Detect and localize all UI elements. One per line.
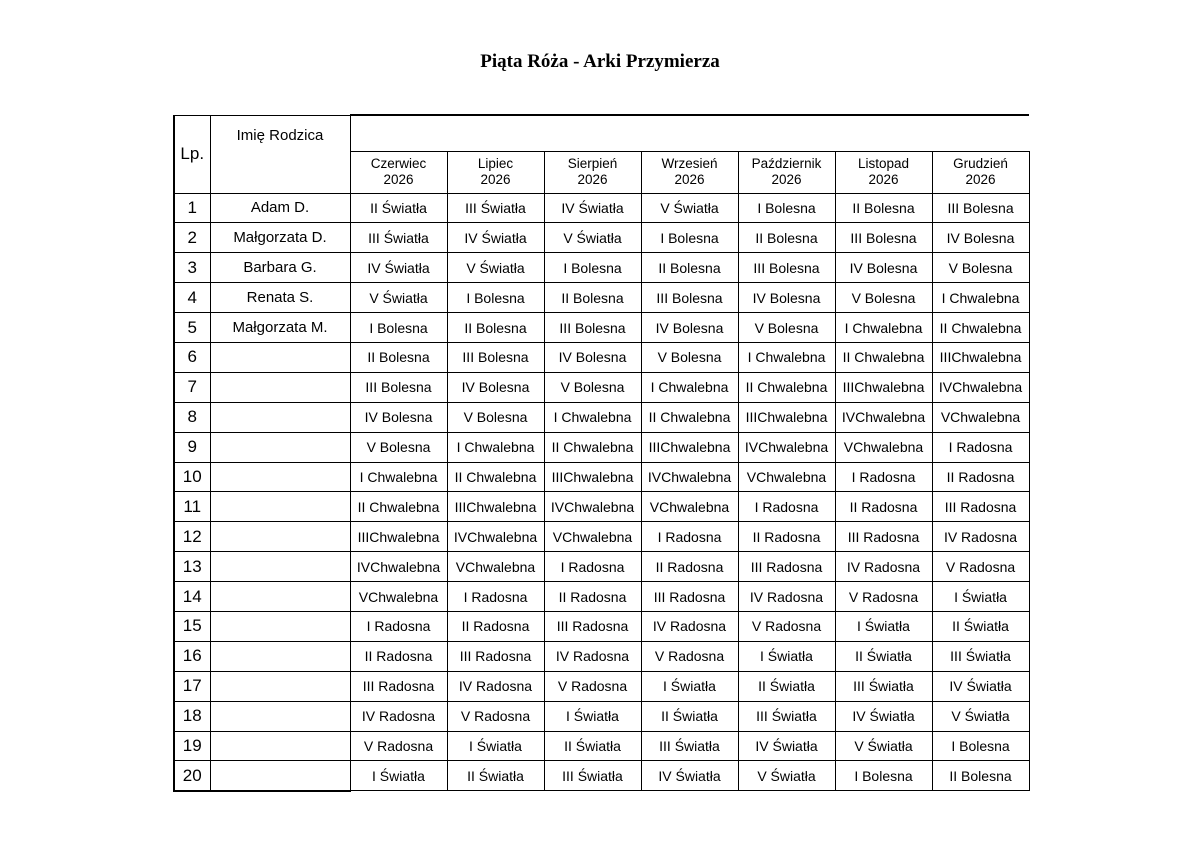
mystery-cell: V Radosna [350, 731, 447, 761]
mystery-cell: IV Bolesna [447, 372, 544, 402]
mystery-cell: I Radosna [738, 492, 835, 522]
table-row [174, 253, 1029, 283]
mystery-cell: II Radosna [738, 522, 835, 552]
mystery-cell: V Światła [835, 731, 932, 761]
mystery-cell: I Światła [544, 701, 641, 731]
parent-name-cell: Adam D. [210, 193, 350, 223]
mystery-cell: IV Radosna [738, 582, 835, 612]
mystery-cell: IV Światła [738, 731, 835, 761]
mystery-cell: IV Światła [835, 701, 932, 731]
mystery-cell: IV Bolesna [738, 283, 835, 313]
parent-name-cell [210, 731, 350, 761]
mystery-cell: II Bolesna [350, 342, 447, 372]
mystery-cell: I Światła [350, 761, 447, 791]
mystery-cell: II Chwalebna [738, 372, 835, 402]
mystery-cell: IVChwalebna [738, 432, 835, 462]
mystery-cell: V Radosna [447, 701, 544, 731]
lp-cell: 12 [174, 522, 210, 552]
mystery-cell: I Chwalebna [447, 432, 544, 462]
mystery-cell: III Światła [544, 761, 641, 791]
mystery-cell: II Chwalebna [447, 462, 544, 492]
month-name: Lipiec [477, 156, 514, 171]
mystery-cell: III Radosna [738, 552, 835, 582]
mystery-cell: V Radosna [932, 552, 1029, 582]
lp-cell: 18 [174, 701, 210, 731]
parent-name-cell [210, 402, 350, 432]
mystery-cell: IV Bolesna [641, 313, 738, 343]
table-row [174, 582, 1029, 612]
mystery-cell: IV Radosna [544, 641, 641, 671]
mystery-cell: III Radosna [350, 671, 447, 701]
table-row [174, 731, 1029, 761]
lp-cell: 11 [174, 492, 210, 522]
mystery-cell: V Światła [544, 223, 641, 253]
mystery-cell: I Bolesna [350, 313, 447, 343]
month-year: 2026 [577, 172, 608, 187]
mystery-cell: IV Bolesna [835, 253, 932, 283]
mystery-cell: II Chwalebna [544, 432, 641, 462]
mystery-cell: IIIChwalebna [738, 402, 835, 432]
mystery-cell: I Radosna [544, 552, 641, 582]
table-row [174, 402, 1029, 432]
lp-cell: 3 [174, 253, 210, 283]
mystery-cell: II Światła [738, 671, 835, 701]
mystery-cell: IVChwalebna [641, 462, 738, 492]
mystery-cell: IIIChwalebna [641, 432, 738, 462]
month-name: Sierpień [567, 156, 618, 171]
lp-cell: 16 [174, 641, 210, 671]
mystery-cell: VChwalebna [738, 462, 835, 492]
mystery-cell: IV Radosna [641, 611, 738, 641]
mystery-cell: II Radosna [544, 582, 641, 612]
mystery-cell: V Światła [350, 283, 447, 313]
table-row [174, 671, 1029, 701]
mystery-cell: IVChwalebna [932, 372, 1029, 402]
month-name: Czerwiec [370, 156, 427, 171]
parent-name-cell: Małgorzata D. [210, 223, 350, 253]
lp-cell: 20 [174, 761, 210, 791]
mystery-cell: VChwalebna [350, 582, 447, 612]
mystery-cell: V Bolesna [738, 313, 835, 343]
month-year: 2026 [674, 172, 705, 187]
mystery-cell: III Radosna [835, 522, 932, 552]
mystery-cell: II Chwalebna [641, 402, 738, 432]
parent-name-cell [210, 462, 350, 492]
parent-name-cell [210, 611, 350, 641]
mystery-cell: VChwalebna [835, 432, 932, 462]
schedule-table [173, 114, 1030, 792]
month-year: 2026 [965, 172, 996, 187]
lp-cell: 8 [174, 402, 210, 432]
mystery-cell: II Radosna [350, 641, 447, 671]
lp-cell: 7 [174, 372, 210, 402]
mystery-cell: II Światła [932, 611, 1029, 641]
mystery-cell: I Radosna [641, 522, 738, 552]
mystery-cell: IIIChwalebna [350, 522, 447, 552]
table-row [174, 313, 1029, 343]
mystery-cell: IV Bolesna [932, 223, 1029, 253]
mystery-cell: I Bolesna [544, 253, 641, 283]
month-header [738, 151, 835, 193]
lp-cell: 17 [174, 671, 210, 701]
mystery-cell: VChwalebna [447, 552, 544, 582]
lp-cell: 14 [174, 582, 210, 612]
mystery-cell: I Chwalebna [544, 402, 641, 432]
table-row [174, 223, 1029, 253]
mystery-cell: II Bolesna [544, 283, 641, 313]
name-header: Imię Rodzica [210, 115, 350, 193]
mystery-cell: I Światła [932, 582, 1029, 612]
mystery-cell: I Chwalebna [641, 372, 738, 402]
mystery-cell: III Bolesna [447, 342, 544, 372]
mystery-cell: III Światła [350, 223, 447, 253]
mystery-cell: II Chwalebna [932, 313, 1029, 343]
mystery-cell: IIIChwalebna [835, 372, 932, 402]
mystery-cell: II Chwalebna [835, 342, 932, 372]
parent-name-cell [210, 641, 350, 671]
mystery-cell: IV Radosna [932, 522, 1029, 552]
parent-name-cell [210, 671, 350, 701]
lp-cell: 9 [174, 432, 210, 462]
mystery-cell: VChwalebna [932, 402, 1029, 432]
mystery-cell: IV Światła [350, 253, 447, 283]
month-year: 2026 [868, 172, 899, 187]
mystery-cell: I Światła [835, 611, 932, 641]
table-row [174, 492, 1029, 522]
month-header [835, 151, 932, 193]
mystery-cell: IV Radosna [835, 552, 932, 582]
mystery-cell: II Światła [447, 761, 544, 791]
month-header [544, 151, 641, 193]
parent-name-cell [210, 761, 350, 791]
mystery-cell: I Bolesna [447, 283, 544, 313]
table-body [174, 193, 1029, 791]
lp-cell: 2 [174, 223, 210, 253]
parent-name-cell: Barbara G. [210, 253, 350, 283]
month-year: 2026 [480, 172, 511, 187]
mystery-cell: V Bolesna [835, 283, 932, 313]
mystery-cell: V Bolesna [544, 372, 641, 402]
mystery-cell: III Światła [738, 701, 835, 731]
mystery-cell: II Bolesna [738, 223, 835, 253]
table-row [174, 522, 1029, 552]
mystery-cell: IVChwalebna [447, 522, 544, 552]
parent-name-cell [210, 701, 350, 731]
parent-name-cell [210, 522, 350, 552]
lp-cell: 13 [174, 552, 210, 582]
mystery-cell: V Światła [641, 193, 738, 223]
mystery-cell: IV Światła [447, 223, 544, 253]
mystery-cell: III Bolesna [641, 283, 738, 313]
month-header [641, 151, 738, 193]
mystery-cell: I Chwalebna [835, 313, 932, 343]
mystery-cell: IV Światła [641, 761, 738, 791]
mystery-cell: III Bolesna [932, 193, 1029, 223]
lp-cell: 6 [174, 342, 210, 372]
mystery-cell: IV Bolesna [350, 402, 447, 432]
mystery-cell: II Bolesna [447, 313, 544, 343]
mystery-cell: III Światła [932, 641, 1029, 671]
month-name: Wrzesień [661, 156, 718, 171]
mystery-cell: I Radosna [447, 582, 544, 612]
month-header [447, 151, 544, 193]
mystery-cell: IV Radosna [447, 671, 544, 701]
mystery-cell: I Bolesna [932, 731, 1029, 761]
mystery-cell: IV Światła [932, 671, 1029, 701]
mystery-cell: I Bolesna [738, 193, 835, 223]
mystery-cell: III Światła [447, 193, 544, 223]
mystery-cell: IV Bolesna [544, 342, 641, 372]
table-row [174, 761, 1029, 791]
mystery-cell: III Światła [835, 671, 932, 701]
month-name: Grudzień [953, 156, 1008, 171]
mystery-cell: V Radosna [544, 671, 641, 701]
mystery-cell: II Bolesna [641, 253, 738, 283]
mystery-cell: III Bolesna [835, 223, 932, 253]
table-row [174, 342, 1029, 372]
mystery-cell: V Światła [932, 701, 1029, 731]
mystery-cell: II Chwalebna [350, 492, 447, 522]
month-name: Listopad [857, 156, 910, 171]
table-row [174, 283, 1029, 313]
mystery-cell: I Bolesna [835, 761, 932, 791]
lp-cell: 1 [174, 193, 210, 223]
mystery-cell: I Radosna [350, 611, 447, 641]
mystery-cell: II Radosna [447, 611, 544, 641]
parent-name-cell [210, 492, 350, 522]
parent-name-cell: Małgorzata M. [210, 313, 350, 343]
mystery-cell: V Bolesna [932, 253, 1029, 283]
mystery-cell: V Radosna [738, 611, 835, 641]
mystery-cell: II Radosna [641, 552, 738, 582]
mystery-cell: II Bolesna [932, 761, 1029, 791]
lp-cell: 5 [174, 313, 210, 343]
parent-name-cell [210, 372, 350, 402]
mystery-cell: I Chwalebna [350, 462, 447, 492]
table-row [174, 432, 1029, 462]
mystery-cell: III Bolesna [350, 372, 447, 402]
mystery-cell: V Światła [738, 761, 835, 791]
table-row [174, 641, 1029, 671]
mystery-cell: V Bolesna [350, 432, 447, 462]
mystery-cell: I Bolesna [641, 223, 738, 253]
mystery-cell: II Światła [835, 641, 932, 671]
month-year: 2026 [771, 172, 802, 187]
mystery-cell: IVChwalebna [350, 552, 447, 582]
mystery-cell: III Radosna [932, 492, 1029, 522]
page-title: Piąta Róża - Arki Przymierza [480, 51, 720, 72]
lp-header: Lp. [174, 115, 210, 193]
mystery-cell: IIIChwalebna [544, 462, 641, 492]
table-row [174, 552, 1029, 582]
mystery-cell: III Radosna [641, 582, 738, 612]
month-header [350, 151, 447, 193]
month-group-header [350, 115, 1029, 151]
mystery-cell: V Radosna [835, 582, 932, 612]
parent-name-cell: Renata S. [210, 283, 350, 313]
mystery-cell: II Światła [641, 701, 738, 731]
parent-name-cell [210, 432, 350, 462]
lp-cell: 15 [174, 611, 210, 641]
month-header [932, 151, 1029, 193]
mystery-cell: I Radosna [932, 432, 1029, 462]
mystery-cell: III Światła [641, 731, 738, 761]
table-row [174, 193, 1029, 223]
month-name: Październik [751, 156, 822, 171]
mystery-cell: II Radosna [932, 462, 1029, 492]
lp-cell: 10 [174, 462, 210, 492]
mystery-cell: V Bolesna [641, 342, 738, 372]
mystery-cell: IIIChwalebna [932, 342, 1029, 372]
mystery-cell: II Radosna [835, 492, 932, 522]
table-row [174, 701, 1029, 731]
mystery-cell: I Światła [641, 671, 738, 701]
parent-name-cell [210, 582, 350, 612]
mystery-cell: V Światła [447, 253, 544, 283]
header-row-top [174, 115, 1029, 151]
parent-name-cell [210, 552, 350, 582]
mystery-cell: IVChwalebna [544, 492, 641, 522]
table-row [174, 462, 1029, 492]
mystery-cell: IV Światła [544, 193, 641, 223]
mystery-cell: V Bolesna [447, 402, 544, 432]
mystery-cell: V Radosna [641, 641, 738, 671]
mystery-cell: VChwalebna [544, 522, 641, 552]
table-row [174, 611, 1029, 641]
mystery-cell: I Światła [738, 641, 835, 671]
mystery-cell: III Radosna [447, 641, 544, 671]
mystery-cell: I Chwalebna [932, 283, 1029, 313]
mystery-cell: I Radosna [835, 462, 932, 492]
table-row [174, 372, 1029, 402]
mystery-cell: III Radosna [544, 611, 641, 641]
lp-cell: 19 [174, 731, 210, 761]
mystery-cell: I Chwalebna [738, 342, 835, 372]
mystery-cell: IV Radosna [350, 701, 447, 731]
mystery-cell: II Światła [544, 731, 641, 761]
lp-cell: 4 [174, 283, 210, 313]
month-year: 2026 [383, 172, 414, 187]
mystery-cell: IIIChwalebna [447, 492, 544, 522]
mystery-cell: II Światła [350, 193, 447, 223]
parent-name-cell [210, 342, 350, 372]
mystery-cell: II Bolesna [835, 193, 932, 223]
mystery-cell: IVChwalebna [835, 402, 932, 432]
mystery-cell: III Bolesna [738, 253, 835, 283]
mystery-cell: I Światła [447, 731, 544, 761]
mystery-cell: III Bolesna [544, 313, 641, 343]
mystery-cell: VChwalebna [641, 492, 738, 522]
